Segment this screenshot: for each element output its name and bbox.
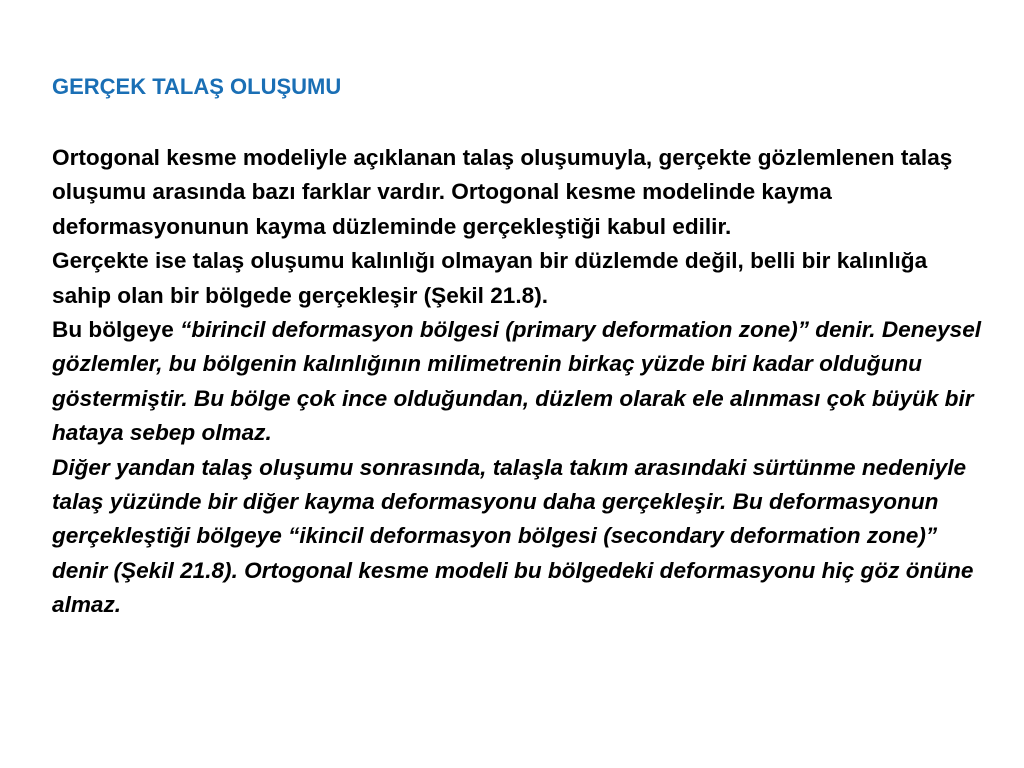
paragraph-orthogonal-model: Ortogonal kesme modeliyle açıklanan talaş oluşumuyla, gerçekte gözlemlenen talaş oluşumu arasında bazı farklar vardır. Ortogonal kesme modelinde kayma deformasyonunun kayma düzleminde gerçekleştiği kabul edilir.: [52, 145, 953, 239]
secondary-zone-italic-text: Diğer yandan talaş oluşumu sonrasında, talaşla takım arasındaki sürtünme nedeniyle talaş yüzünde bir diğer kayma deformasyonu daha gerçekleşir. Bu deformasyonun gerçekleştiği bölgeye “ikincil deformasyon bölgesi (secondary deformation zone)” denir (Şekil 21.8). Ortogonal kesme modeli bu bölgedeki deformasyonu hiç göz önüne almaz.: [52, 454, 974, 618]
slide-title: GERÇEK TALAŞ OLUŞUMU: [52, 74, 342, 99]
slide-body: [52, 141, 987, 623]
paragraph-real-chip-formation: Gerçekte ise talaş oluşumu kalınlığı olmayan bir düzlemde değil, belli bir kalınlığa sahip olan bir bölgede gerçekleşir (Şekil 21.8).: [52, 248, 928, 308]
paragraph-lead-text: Bu bölgeye: [52, 317, 181, 343]
primary-zone-italic-text: “birincil deformasyon bölgesi (primary deformation zone)” denir. Deneysel gözlemler, bu bölgenin kalınlığının milimetrenin birkaç yüzde biri kadar olduğunu göstermiştir. Bu bölge çok ince olduğundan, düzlem olarak ele alınması çok büyük bir hataya sebep olmaz.: [52, 317, 982, 446]
paragraph-secondary-deformation-zone: [52, 451, 987, 623]
paragraph-primary-deformation-zone: [52, 313, 987, 451]
